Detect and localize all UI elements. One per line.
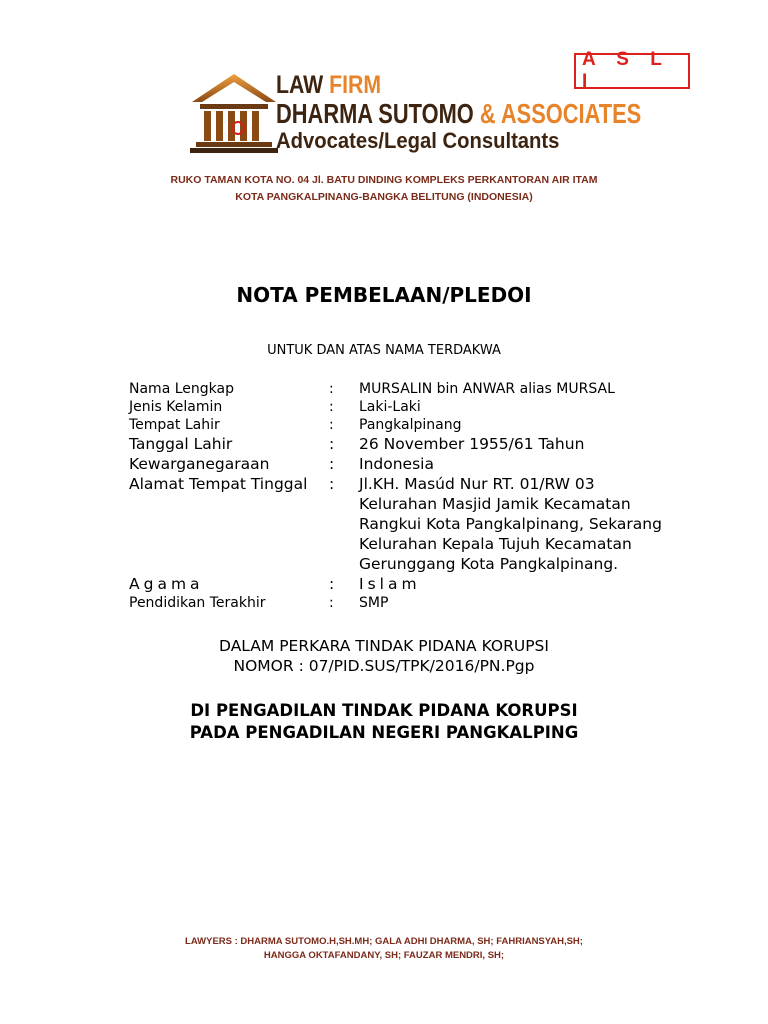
defendant-info-table [129,380,679,612]
info-row-birthplace: Tempat Lahir : Pangkalpinang [129,417,462,433]
info-row-address-cont: Kelurahan Masjid Jamik Kecamatan [359,495,631,513]
info-row-address-cont: Kelurahan Kepala Tujuh Kecamatan [359,535,632,553]
info-row-address: Alamat Tempat Tinggal : Jl.KH. Masúd Nur RT. 01/RW 03 [129,475,595,493]
info-row-religion: Agama : Islam [129,575,421,593]
document-title: NOTA PEMBELAAN/PLEDOI [236,283,532,307]
info-row-address-cont: Gerunggang Kota Pangkalpinang. [359,555,619,573]
info-row-name: Nama Lengkap : MURSALIN bin ANWAR alias MURSAL [129,381,615,397]
firm-name-block [276,73,744,152]
case-number: NOMOR : 07/PID.SUS/TPK/2016/PN.Pgp [233,657,535,675]
lawyers-footer [0,935,768,963]
court-line1: DI PENGADILAN TINDAK PIDANA KORUPSI [190,701,578,720]
info-row-birthdate: Tanggal Lahir : 26 November 1955/61 Tahun [129,435,585,453]
info-row-education: Pendidikan Terakhir : SMP [129,595,389,611]
lawyers-line2: HANGGA OKTAFANDANY, SH; FAUZAR MENDRI, SH; [263,950,505,961]
info-row-address-cont: Rangkui Kota Pangkalpinang, Sekarang [359,515,662,533]
firm-address-line1: RUKO TAMAN KOTA NO. 04 Jl. BATU DINDING KOMPLEKS PERKANTORAN AIR ITAM [170,174,598,186]
firm-address-line2: KOTA PANGKALPINANG-BANGKA BELITUNG (INDONESIA) [235,191,533,203]
court-line2: PADA PENGADILAN NEGERI PANGKALPING [189,723,579,742]
info-row-gender: Jenis Kelamin : Laki-Laki [129,399,421,415]
courthouse-logo-icon [188,72,280,154]
document-subtitle: UNTUK DAN ATAS NAMA TERDAKWA [267,343,501,358]
court-block [0,700,768,744]
case-type: DALAM PERKARA TINDAK PIDANA KORUPSI [219,637,549,655]
firm-name-line1: LAW FIRM [276,71,382,99]
original-stamp: A S L I [574,53,690,89]
firm-name-line2: DHARMA SUTOMO & ASSOCIATES [276,98,642,129]
firm-tagline: Advocates/Legal Consultants [276,128,560,153]
lawyers-line1: LAWYERS : DHARMA SUTOMO.H,SH.MH; GALA ADHI DHARMA, SH; FAHRIANSYAH,SH; [185,936,583,947]
info-row-nationality: Kewarganegaraan : Indonesia [129,455,434,473]
case-block [0,636,768,676]
